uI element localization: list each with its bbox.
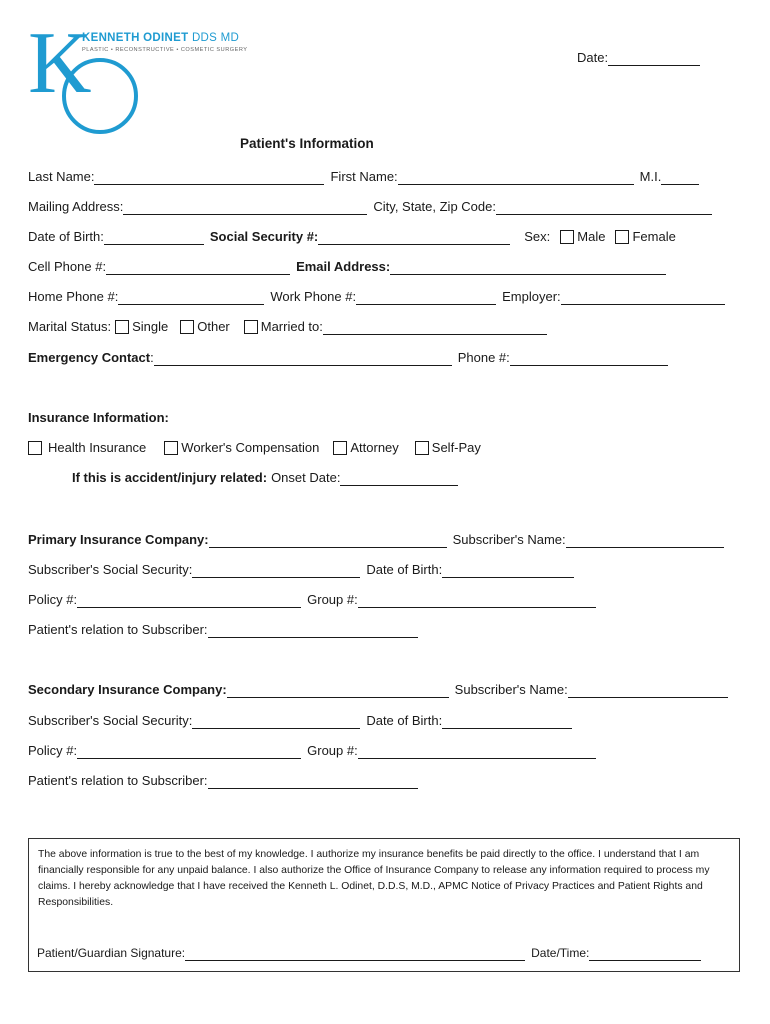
home-phone-field[interactable]: [118, 291, 264, 305]
mailing-address-label: Mailing Address:: [28, 199, 124, 214]
male-checkbox[interactable]: [560, 230, 574, 244]
single-label: Single: [132, 319, 169, 334]
emergency-phone-field[interactable]: [510, 352, 668, 366]
email-label: Email Address:: [296, 259, 391, 274]
single-checkbox[interactable]: [115, 320, 129, 334]
secondary-relation-label: Patient's relation to Subscriber:: [28, 773, 208, 788]
primary-subscriber-name-label: Subscriber's Name:: [452, 532, 566, 547]
cell-phone-field[interactable]: [106, 261, 290, 275]
primary-relation-label: Patient's relation to Subscriber:: [28, 622, 208, 637]
marital-single-option[interactable]: [115, 319, 168, 335]
workers-comp-checkbox[interactable]: [164, 441, 178, 455]
practice-name: [82, 32, 239, 44]
row-dob-ssn-sex: [28, 225, 676, 245]
secondary-policy-label: Policy #:: [28, 743, 78, 758]
practice-tagline: PLASTIC • RECONSTRUCTIVE • COSMETIC SURGERY: [82, 47, 248, 53]
signature-field[interactable]: [185, 947, 525, 961]
datetime-label: Date/Time:: [531, 946, 590, 960]
datetime-field[interactable]: [589, 947, 701, 961]
primary-relation-field[interactable]: [208, 624, 418, 638]
last-name-label: Last Name:: [28, 169, 95, 184]
marital-status-label: Marital Status:: [28, 319, 112, 334]
authorization-box: [28, 838, 740, 972]
secondary-policy-field[interactable]: [77, 745, 301, 759]
mi-field[interactable]: [661, 171, 699, 185]
other-label: Other: [197, 319, 230, 334]
insurance-heading-row: [28, 406, 169, 426]
dob-field[interactable]: [104, 231, 204, 245]
primary-dob-field[interactable]: [442, 564, 574, 578]
secondary-company-field[interactable]: [227, 684, 449, 698]
row-address: [28, 195, 718, 215]
practice-name-suffix: DDS MD: [191, 32, 240, 44]
form-title: Patient's Information: [240, 136, 374, 151]
sex-male-option[interactable]: [560, 229, 605, 245]
cell-phone-label: Cell Phone #:: [28, 259, 107, 274]
email-field[interactable]: [390, 261, 666, 275]
authorization-text: The above information is true to the best of my knowledge. I authorize my insurance benefits be paid directly to the office. I understand that I am financially responsible for any unpaid balance. I also authorize the Office of Insurance Company to release any information required to process my claims. I hereby acknowledge that I have received the Kenneth L. Odinet, D.D.S, M.D., APMC Notice of Privacy Practices and Patient Rights and Responsibilities.: [38, 849, 710, 908]
row-secondary-ssn-dob: [28, 709, 578, 729]
secondary-dob-field[interactable]: [442, 715, 572, 729]
married-label: Married to:: [260, 319, 323, 334]
female-label: Female: [632, 229, 676, 244]
self-pay-option[interactable]: [415, 440, 481, 456]
row-name: [28, 165, 705, 185]
practice-name-main: KENNETH ODINET: [82, 32, 189, 44]
sex-label: Sex:: [524, 229, 551, 244]
primary-company-label: Primary Insurance Company:: [28, 532, 209, 547]
row-emergency: [28, 346, 674, 366]
city-state-zip-label: City, State, Zip Code:: [373, 199, 496, 214]
primary-subscriber-ssn-label: Subscriber's Social Security:: [28, 562, 193, 577]
row-phones-employer: [28, 285, 731, 305]
emergency-contact-colon: :: [150, 350, 154, 365]
row-secondary-company: [28, 678, 734, 698]
primary-policy-label: Policy #:: [28, 592, 78, 607]
secondary-company-label: Secondary Insurance Company:: [28, 682, 227, 697]
primary-policy-field[interactable]: [77, 594, 301, 608]
secondary-dob-label: Date of Birth:: [366, 713, 443, 728]
row-secondary-relation: [28, 769, 424, 789]
work-phone-field[interactable]: [356, 291, 496, 305]
mailing-address-field[interactable]: [123, 201, 367, 215]
attorney-checkbox[interactable]: [333, 441, 347, 455]
primary-dob-label: Date of Birth:: [366, 562, 443, 577]
secondary-relation-field[interactable]: [208, 775, 418, 789]
first-name-field[interactable]: [398, 171, 634, 185]
marital-married-option[interactable]: [244, 319, 553, 335]
male-label: Male: [577, 229, 606, 244]
sex-female-option[interactable]: [615, 229, 675, 245]
accident-label: If this is accident/injury related:: [72, 470, 268, 485]
secondary-group-label: Group #:: [307, 743, 358, 758]
logo-letter: K: [28, 18, 92, 112]
marital-other-option[interactable]: [180, 319, 230, 335]
female-checkbox[interactable]: [615, 230, 629, 244]
row-marital: [28, 315, 553, 335]
insurance-heading: Insurance Information:: [28, 410, 169, 425]
row-signature: [37, 941, 707, 961]
secondary-subscriber-ssn-label: Subscriber's Social Security:: [28, 713, 193, 728]
employer-label: Employer:: [502, 289, 561, 304]
primary-group-field[interactable]: [358, 594, 596, 608]
other-checkbox[interactable]: [180, 320, 194, 334]
primary-subscriber-ssn-field[interactable]: [192, 564, 360, 578]
onset-date-label: Onset Date:: [271, 470, 341, 485]
dob-label: Date of Birth:: [28, 229, 104, 244]
date-field[interactable]: [608, 52, 700, 66]
secondary-subscriber-ssn-field[interactable]: [192, 715, 360, 729]
work-phone-label: Work Phone #:: [270, 289, 357, 304]
secondary-subscriber-name-label: Subscriber's Name:: [454, 682, 568, 697]
onset-date-field[interactable]: [340, 472, 458, 486]
row-primary-relation: [28, 618, 424, 638]
primary-subscriber-name-field[interactable]: [566, 534, 724, 548]
primary-group-label: Group #:: [307, 592, 358, 607]
health-insurance-checkbox[interactable]: [28, 441, 42, 455]
row-insurance-types: [28, 436, 481, 456]
row-secondary-policy-group: [28, 739, 602, 759]
attorney-label: Attorney: [350, 440, 399, 455]
married-to-field[interactable]: [323, 321, 547, 335]
emergency-contact-label: Emergency Contact: [28, 350, 151, 365]
home-phone-label: Home Phone #:: [28, 289, 119, 304]
mi-label: M.I.: [639, 169, 662, 184]
header-date-row: [577, 46, 706, 66]
health-insurance-option[interactable]: [28, 440, 146, 456]
workers-comp-label: Worker's Compensation: [181, 440, 320, 455]
first-name-label: First Name:: [330, 169, 398, 184]
workers-comp-option[interactable]: [164, 440, 319, 456]
row-accident: [72, 466, 464, 486]
secondary-group-field[interactable]: [358, 745, 596, 759]
signature-label: Patient/Guardian Signature:: [37, 946, 186, 960]
emergency-contact-field[interactable]: [154, 352, 452, 366]
date-label: Date:: [577, 50, 609, 65]
primary-company-field[interactable]: [209, 534, 447, 548]
row-primary-policy-group: [28, 588, 602, 608]
last-name-field[interactable]: [94, 171, 324, 185]
city-state-zip-field[interactable]: [496, 201, 712, 215]
secondary-subscriber-name-field[interactable]: [568, 684, 728, 698]
self-pay-label: Self-Pay: [431, 440, 481, 455]
emergency-phone-label: Phone #:: [457, 350, 510, 365]
row-cell-email: [28, 255, 672, 275]
ssn-field[interactable]: [318, 231, 510, 245]
ssn-label: Social Security #:: [209, 229, 319, 244]
self-pay-checkbox[interactable]: [415, 441, 429, 455]
married-checkbox[interactable]: [244, 320, 258, 334]
row-primary-ssn-dob: [28, 558, 580, 578]
health-insurance-label: Health Insurance: [48, 440, 147, 455]
attorney-option[interactable]: [333, 440, 398, 456]
row-primary-company: [28, 528, 730, 548]
employer-field[interactable]: [561, 291, 725, 305]
